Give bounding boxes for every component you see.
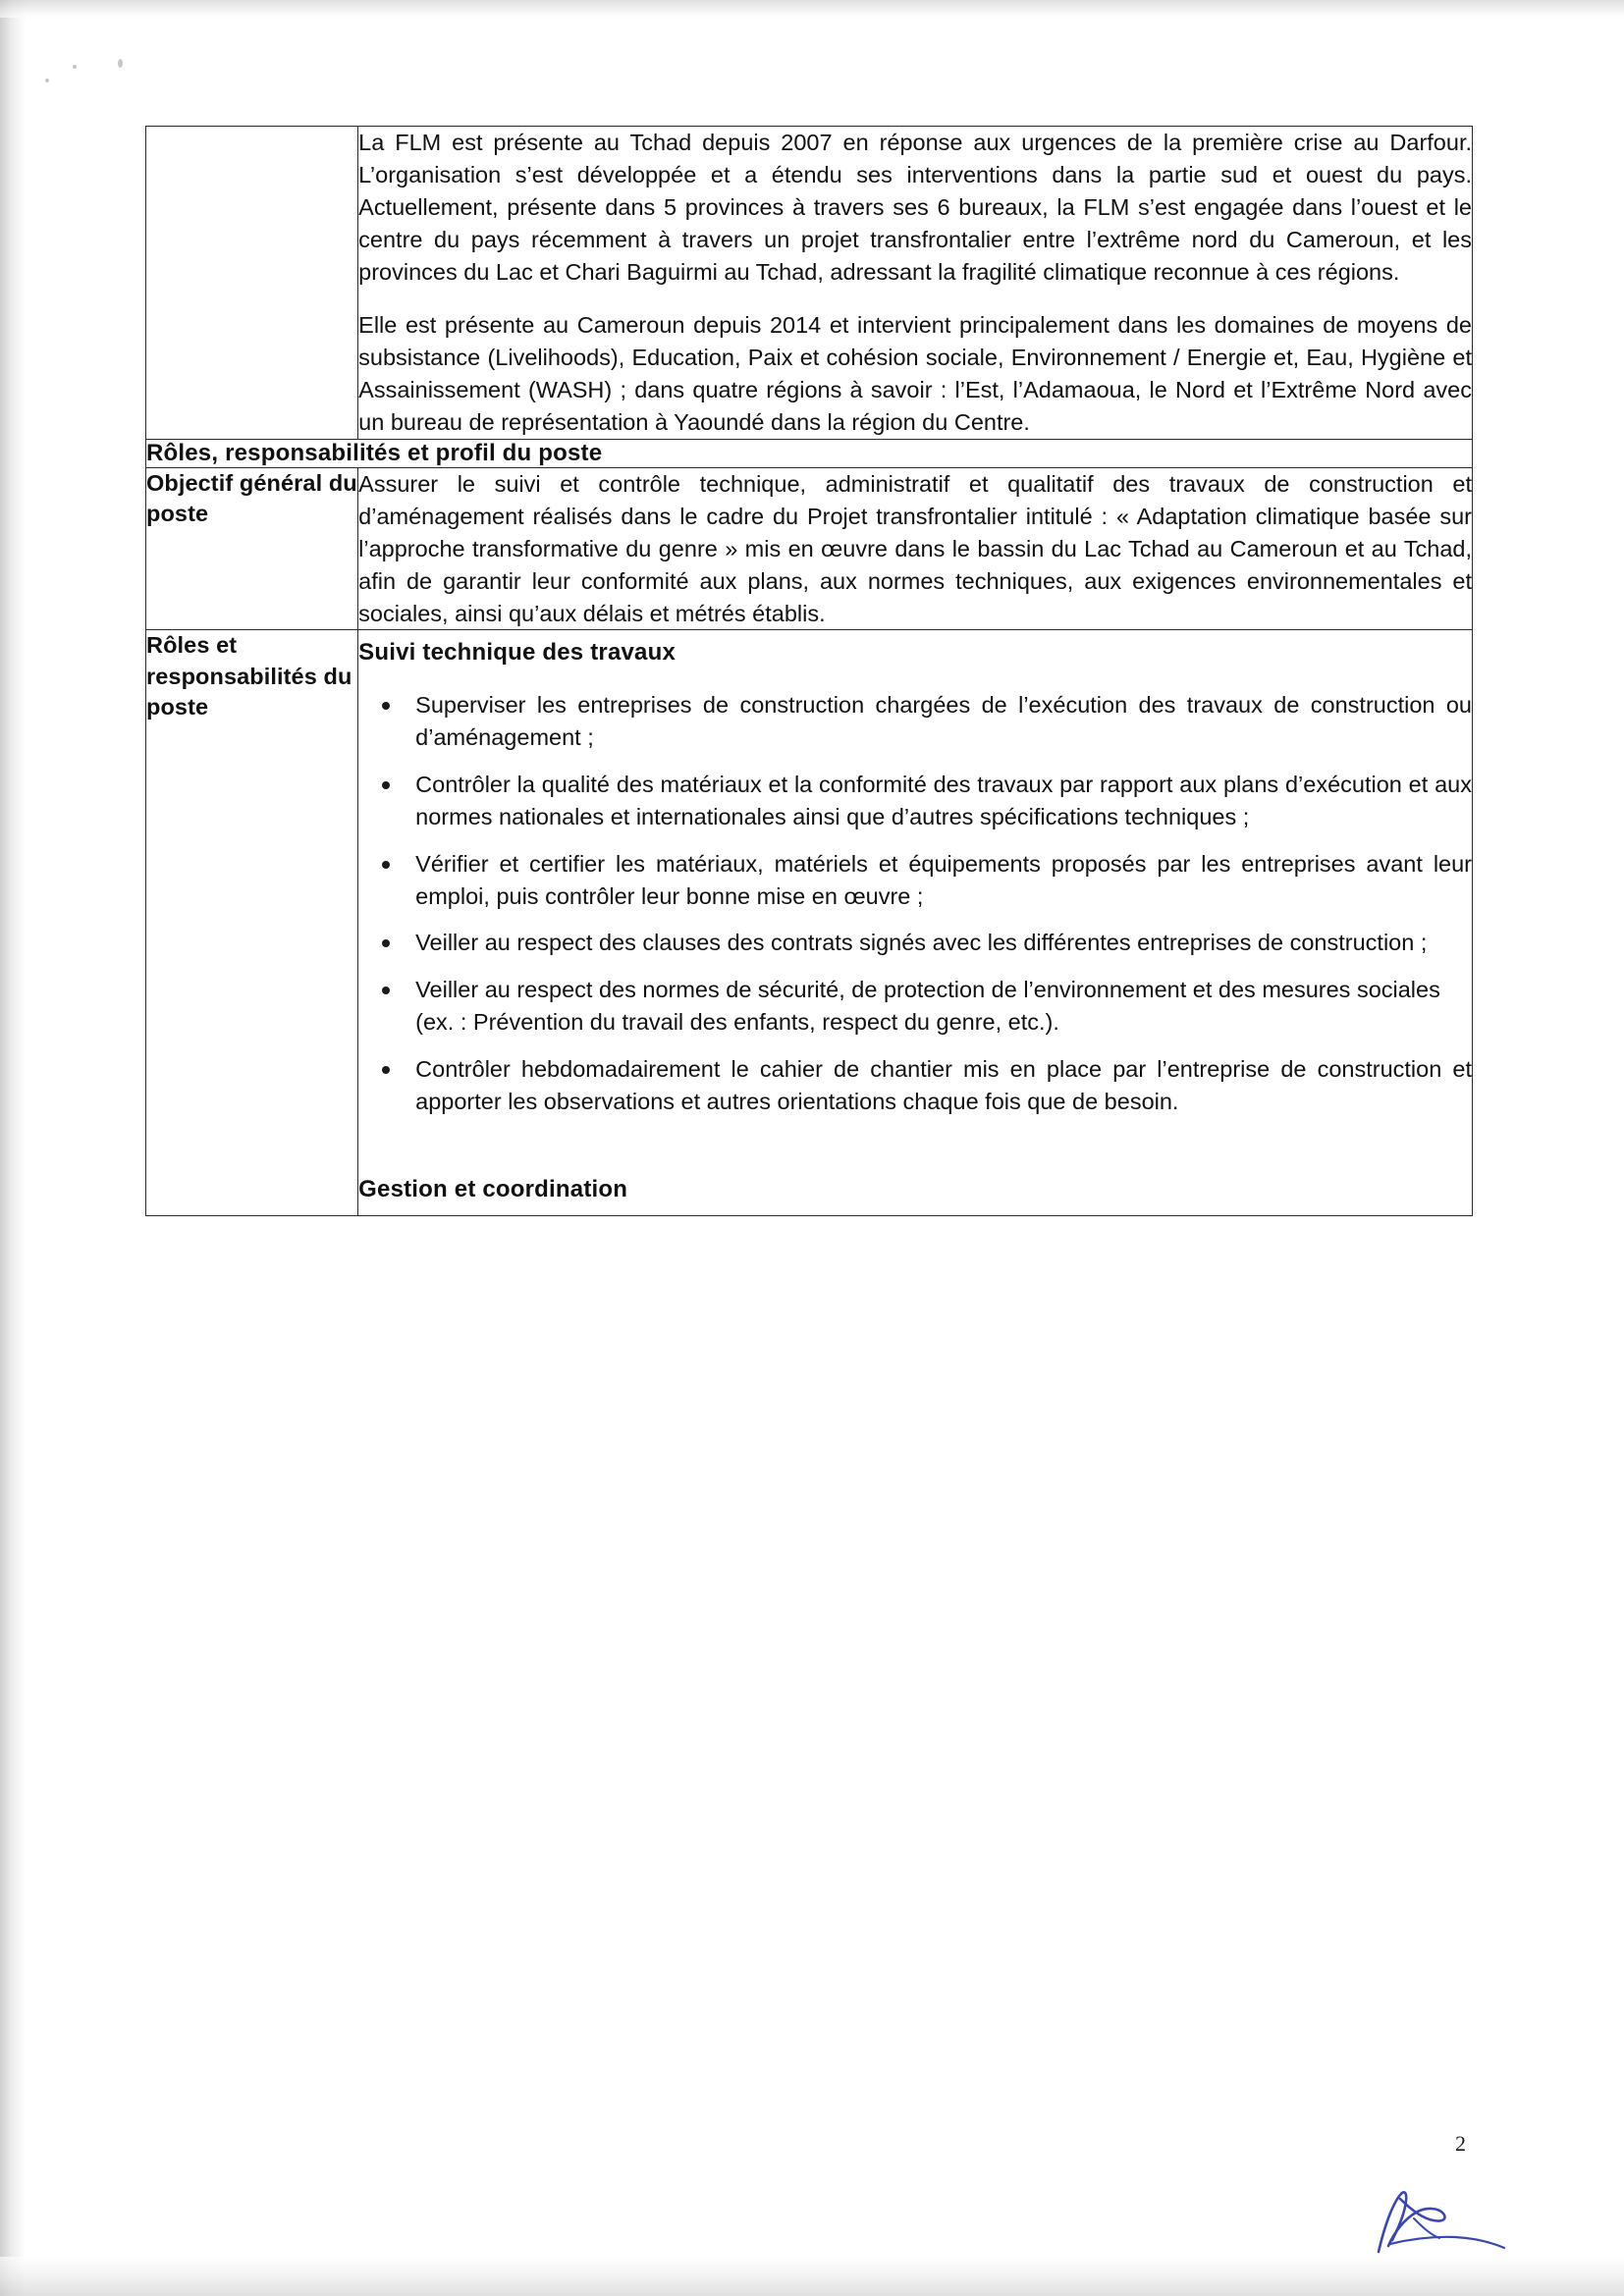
table-row-organisation-background bbox=[146, 127, 1473, 440]
row-label-roles-responsabilites: Rôles et responsabilités du poste bbox=[146, 630, 358, 1216]
list-item: Veiller au respect des normes de sécurité, de protection de l’environnement et des mesures sociales (ex. : Prévention du travail des enfants, respect du genre, etc.). bbox=[358, 974, 1472, 1039]
row-body-objectif-general bbox=[358, 468, 1473, 630]
list-item: Contrôler hebdomadairement le cahier de chantier mis en place par l’entreprise de construction et apporter les observations et autres orientations chaque fois que de besoin. bbox=[358, 1053, 1472, 1118]
paragraph-flm-tchad: La FLM est présente au Tchad depuis 2007 en réponse aux urgences de la première crise au Darfour. L’organisation s’est développée et a étendu ses interventions dans la partie sud et ouest du pays. Actuellement, présente dans 5 provinces à travers ses 6 bureaux, la FLM s’est engagée dans l’ouest et le centre du pays récemment à travers un projet transfrontalier entre l’extrême nord du Cameroun, et les provinces du Lac et Chari Baguirmi au Tchad, adressant la fragilité climatique reconnue à ces régions. bbox=[358, 130, 1472, 285]
table-row-roles-responsabilites bbox=[146, 630, 1473, 1216]
paragraph-flm-cameroun: Elle est présente au Cameroun depuis 2014 et intervient principalement dans les domaines de moyens de subsistance (Livelihoods), Education, Paix et cohésion sociale, Environnement / Energie et, Eau, Hygiène et Assainissement (WASH) ; dans quatre régions à savoir : l’Est, l’Adamaoua, le Nord et l’Extrême Nord avec un bureau de représentation à Yaoundé dans la région du Centre. bbox=[358, 312, 1472, 436]
section-header-roles-responsabilites: Rôles, responsabilités et profil du poste bbox=[146, 440, 1473, 468]
list-item: Veiller au respect des clauses des contrats signés avec les différentes entreprises de construction ; bbox=[358, 927, 1472, 959]
list-item: Superviser les entreprises de construction chargées de l’exécution des travaux de construction ou d’aménagement ; bbox=[358, 689, 1472, 754]
handwritten-signature bbox=[1361, 2175, 1508, 2264]
paragraph-objectif-general: Assurer le suivi et contrôle technique, administratif et qualitatif des travaux de construction et d’aménagement réalisés dans le cadre du Projet transfrontalier intitulé : « Adaptation climatique basée sur l’approche transformative du genre » mis en œuvre dans le bassin du Lac Tchad au Cameroun et au Tchad, afin de garantir leur conformité aux plans, aux normes techniques, aux exigences environnementales et sociales, ainsi qu’aux délais et métrés établis. bbox=[358, 471, 1472, 626]
row-label-empty bbox=[146, 127, 358, 440]
scan-speck bbox=[45, 79, 49, 82]
list-item: Vérifier et certifier les matériaux, matériels et équipements proposés par les entreprises avant leur emploi, puis contrôler leur bonne mise en œuvre ; bbox=[358, 848, 1472, 913]
list-item: Contrôler la qualité des matériaux et la conformité des travaux par rapport aux plans d’exécution et aux normes nationales et internationales ainsi que d’autres spécifications techniques ; bbox=[358, 769, 1472, 833]
table-row-section-header bbox=[146, 440, 1473, 468]
row-label-objectif-general: Objectif général du poste bbox=[146, 468, 358, 630]
subheading-gestion-coordination: Gestion et coordination bbox=[358, 1175, 628, 1202]
table-row-objectif-general bbox=[146, 468, 1473, 630]
scan-speck bbox=[73, 65, 77, 69]
job-description-table bbox=[145, 126, 1473, 1216]
scan-edge-left bbox=[0, 0, 26, 2296]
row-body-roles-responsabilites bbox=[358, 630, 1473, 1216]
scan-edge-top bbox=[0, 0, 1624, 18]
responsibilities-bullet-list bbox=[358, 689, 1472, 1118]
scan-speck bbox=[118, 59, 123, 68]
page-number: 2 bbox=[1455, 2131, 1466, 2156]
subheading-suivi-technique: Suivi technique des travaux bbox=[358, 639, 676, 667]
row-body-organisation-background bbox=[358, 127, 1473, 440]
